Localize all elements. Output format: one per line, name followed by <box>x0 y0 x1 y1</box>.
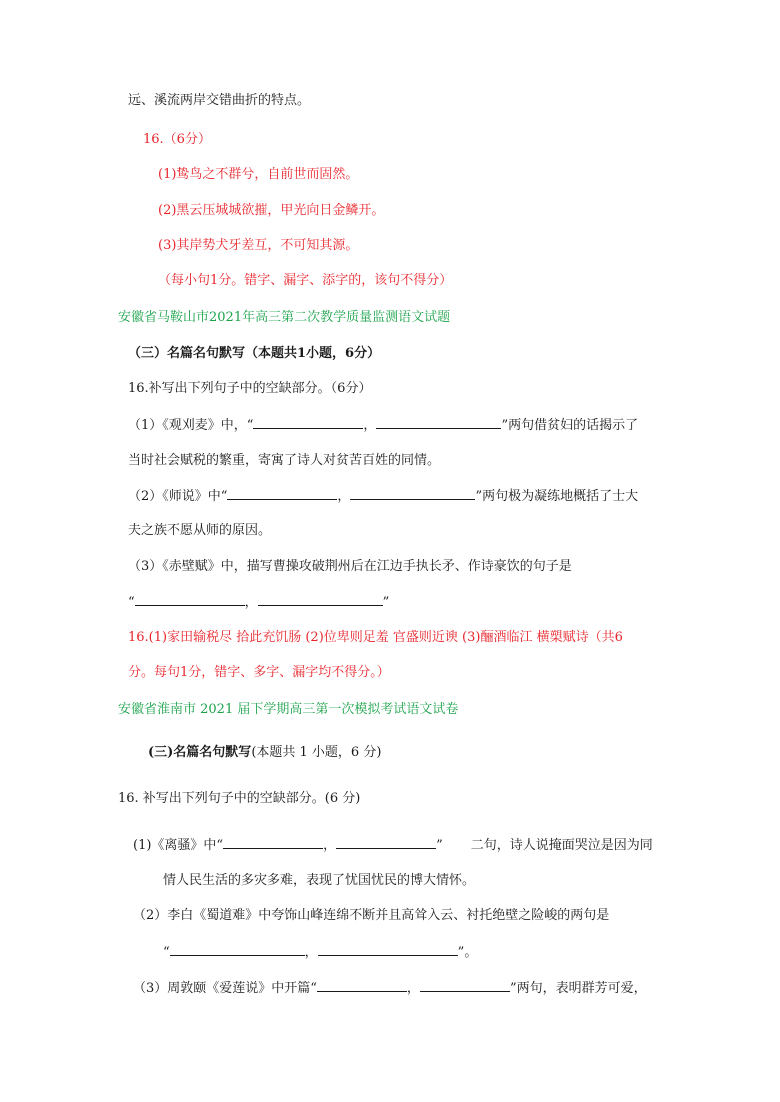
question-item <box>128 593 389 612</box>
question-text: 情人民生活的多灾多难，表现了忧国忧民的博大情怀。 <box>163 873 476 888</box>
question-text: ， <box>323 838 337 853</box>
question-text: ” <box>436 838 443 853</box>
question-item <box>128 487 638 506</box>
answer-blank[interactable] <box>170 943 305 956</box>
answer-blank[interactable] <box>227 487 337 500</box>
answer-blank[interactable] <box>336 836 436 849</box>
question-text: (1)《离骚》中“ <box>133 838 224 853</box>
question-item <box>133 979 647 998</box>
question-text: ” <box>382 595 390 610</box>
question-text: 当时社会赋税的繁重，寄寓了诗人对贫苦百姓的同情。 <box>128 453 441 468</box>
answer-blank[interactable] <box>135 593 245 606</box>
answer-blank[interactable] <box>420 979 510 992</box>
answer-blank[interactable] <box>350 487 475 500</box>
question-text: ， <box>406 981 420 996</box>
question-text: ”两句极为凝练地概括了士大 <box>475 489 639 504</box>
answer-note: （每小句1分。错字、漏字、添字的，该句不得分） <box>158 273 453 288</box>
question-text: （2）《师说》中“ <box>128 489 228 504</box>
question-text: ”两句，表明群芳可爱， <box>509 981 647 996</box>
answer-line: (1)鸷鸟之不群兮，自前世而固然。 <box>158 167 359 182</box>
text-line: 远、溪流两岸交错曲折的特点。 <box>128 93 311 108</box>
question-item <box>163 943 477 962</box>
question-text: （3）周敦颐《爱莲说》中开篇“ <box>133 981 317 996</box>
question-text: ”。 <box>457 945 478 960</box>
question-text: ， <box>244 595 258 610</box>
question-text: “ <box>128 595 135 610</box>
answer-blank[interactable] <box>223 836 323 849</box>
answer-line: 16.(1)家田输税尽 拾此充饥肠 (2)位卑则足羞 官盛则近谀 (3)酾酒临江 横槊赋诗（共6 <box>128 630 623 645</box>
source-title: 安徽省淮南市 2021 届下学期高三第一次模拟考试语文试卷 <box>118 702 459 717</box>
source-title: 安徽省马鞍山市2021年高三第二次教学质量监测语文试题 <box>118 310 451 325</box>
answer-blank[interactable] <box>258 593 383 606</box>
question-stem: 16. 补写出下列句子中的空缺部分。(6 分) <box>118 791 361 806</box>
question-item <box>128 416 638 435</box>
answer-blank[interactable] <box>318 943 458 956</box>
answer-line: (2)黑云压城城欲摧，甲光向日金鳞开。 <box>158 203 385 218</box>
question-text: （1）《观刈麦》中，“ <box>128 418 254 433</box>
answer-blank[interactable] <box>253 416 363 429</box>
section-heading-rest: (本题共 1 小题，6 分) <box>251 745 382 760</box>
question-text: ， <box>337 489 351 504</box>
section-heading: （三）名篇名句默写（本题共1小题，6分） <box>128 346 381 361</box>
question-text: “ <box>163 945 170 960</box>
answer-line: 分。每句1分，错字、多字、漏字均不得分。） <box>128 665 390 680</box>
answer-line: (3)其岸势犬牙差互，不可知其源。 <box>158 238 359 253</box>
answer-blank[interactable] <box>317 979 407 992</box>
question-text: （2）李白《蜀道难》中夸饰山峰连绵不断并且高耸入云、衬托绝壁之险峻的两句是 <box>133 908 610 923</box>
question-text: ， <box>363 418 377 433</box>
question-text: ， <box>304 945 318 960</box>
answer-heading: 16.（6分） <box>143 132 211 147</box>
question-text: 夫之族不愿从师的原因。 <box>128 523 272 538</box>
section-heading-bold: (三)名篇名句默写 <box>148 745 252 760</box>
question-text: （3）《赤壁赋》中，描写曹操攻破荆州后在江边手执长矛、作诗豪饮的句子是 <box>128 559 572 574</box>
section-heading <box>148 744 381 762</box>
question-item <box>133 836 653 855</box>
question-stem: 16.补写出下列句子中的空缺部分。（6分） <box>128 381 372 396</box>
answer-blank[interactable] <box>376 416 501 429</box>
question-text: 二句，诗人说掩面哭泣是因为同 <box>470 838 653 853</box>
question-text: ”两句借贫妇的话揭示了 <box>501 418 639 433</box>
